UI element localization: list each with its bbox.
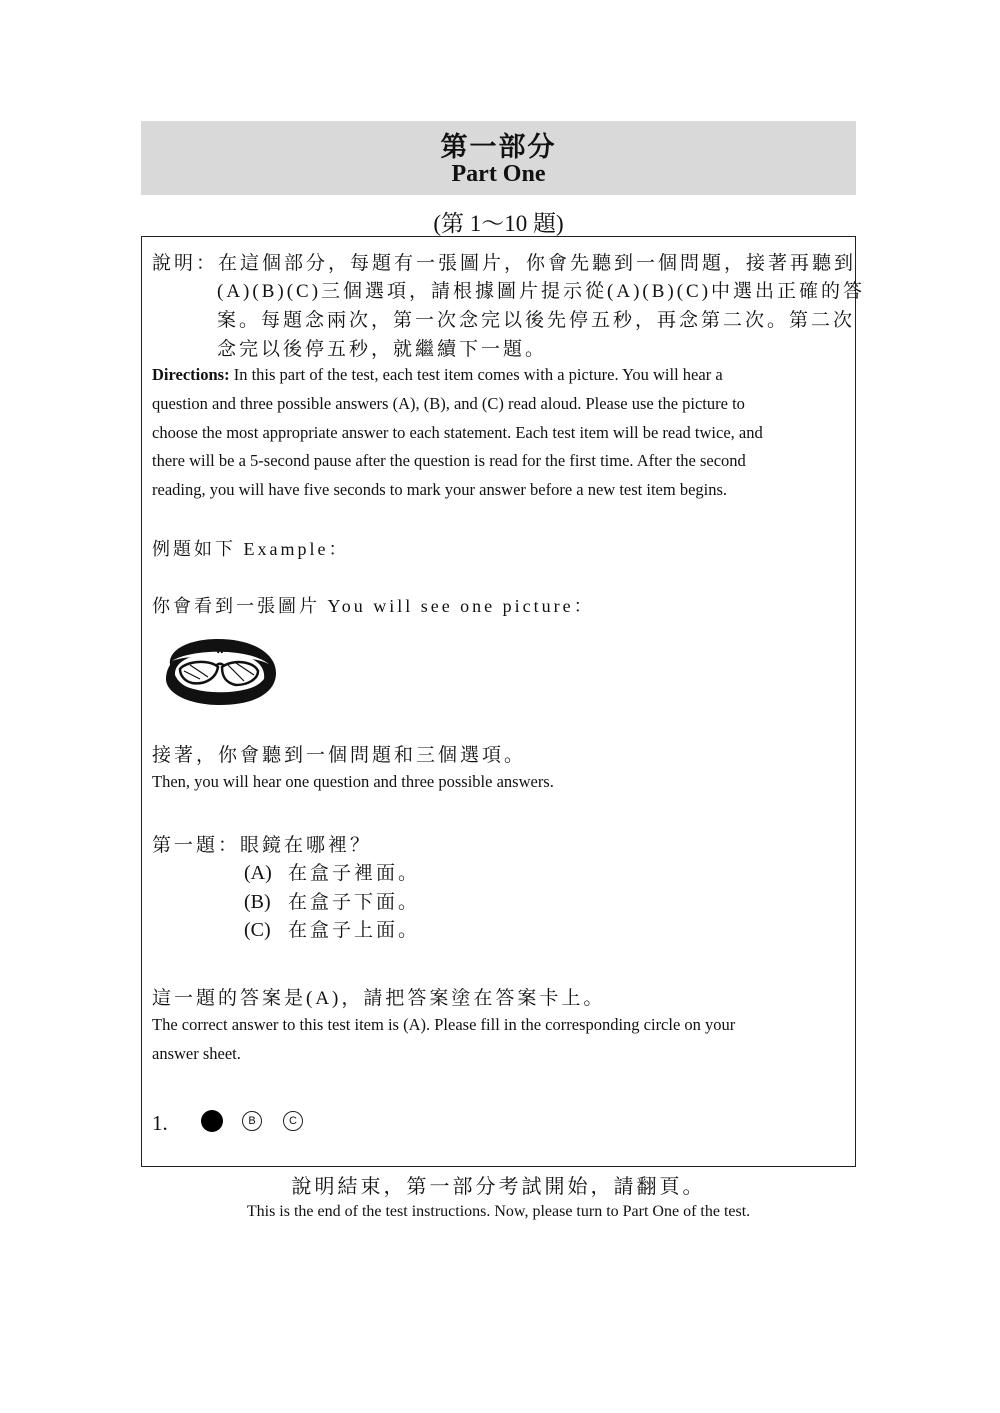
section-header <box>141 121 856 195</box>
option-a <box>244 858 420 885</box>
option-a-label: (A) <box>244 862 272 884</box>
directions-line-4: there will be a 5-second pause after the question is read for the first time. After the second <box>152 451 746 470</box>
option-a-text: 在盒子裡面。 <box>288 863 421 884</box>
directions-line-5: reading, you will have five seconds to mark your answer before a new test item begins. <box>152 480 728 499</box>
directions-text-1: In this part of the test, each test item comes with a picture. You will hear a <box>229 365 723 384</box>
example-question: 第一題：眼鏡在哪裡？ <box>152 835 373 856</box>
option-b-label: (B) <box>244 891 271 913</box>
footer-text-zh: 說明結束，第一部分考試開始，請翻頁。 <box>291 1176 706 1198</box>
directions-line-2: question and three possible answers (A), (B), and (C) read aloud. Please use the picture to <box>152 394 745 413</box>
answer-bubble-a[interactable] <box>201 1110 223 1132</box>
option-c <box>244 915 420 942</box>
answer-bubble-c[interactable]: C <box>283 1111 303 1131</box>
answer-row-number: 1. <box>152 1111 168 1135</box>
directions-label: Directions: <box>152 365 230 384</box>
instruction-zh-line-3: 案。每題念兩次，第一次念完以後先停五秒，再念第二次。第二次 <box>217 310 856 331</box>
option-c-text: 在盒子上面。 <box>288 920 421 941</box>
option-b-text: 在盒子下面。 <box>288 892 421 913</box>
directions-line-3: choose the most appropriate answer to each statement. Each test item will be read twice, and <box>152 423 763 442</box>
section-title-zh: 第一部分 <box>440 132 557 162</box>
glasses-in-box-icon <box>160 635 280 709</box>
answer-text-zh: 這一題的答案是(A)，請把答案塗在答案卡上。 <box>152 988 606 1009</box>
option-b <box>244 887 420 914</box>
then-text-en: Then, you will hear one question and three possible answers. <box>152 772 554 791</box>
option-c-label: (C) <box>244 919 271 941</box>
section-title-en: Part One <box>451 161 546 187</box>
answer-text-en-line-2: answer sheet. <box>152 1044 241 1063</box>
example-heading: 例題如下 Example： <box>152 539 350 559</box>
see-picture-text: 你會看到一張圖片 You will see one picture： <box>152 596 595 616</box>
answer-bubble-b[interactable]: B <box>242 1111 262 1131</box>
instruction-zh-line-4: 念完以後停五秒，就繼續下一題。 <box>217 339 548 360</box>
instruction-zh-line-2: (A)(B)(C)三個選項，請根據圖片提示從(A)(B)(C)中選出正確的答 <box>217 281 866 302</box>
instructions-box <box>141 236 866 1167</box>
then-text-zh: 接著，你會聽到一個問題和三個選項。 <box>152 745 527 766</box>
directions-line-1 <box>152 365 723 385</box>
footer-text-en: This is the end of the test instructions. Now, please turn to Part One of the test. <box>246 1203 751 1220</box>
instruction-zh-line-1: 說明：在這個部分，每題有一張圖片，你會先聽到一個問題，接著再聽到 <box>152 253 857 274</box>
question-range: (第 1～10 題) <box>433 211 564 236</box>
answer-text-en-line-1: The correct answer to this test item is (A). Please fill in the corresponding circle on your <box>152 1015 736 1034</box>
